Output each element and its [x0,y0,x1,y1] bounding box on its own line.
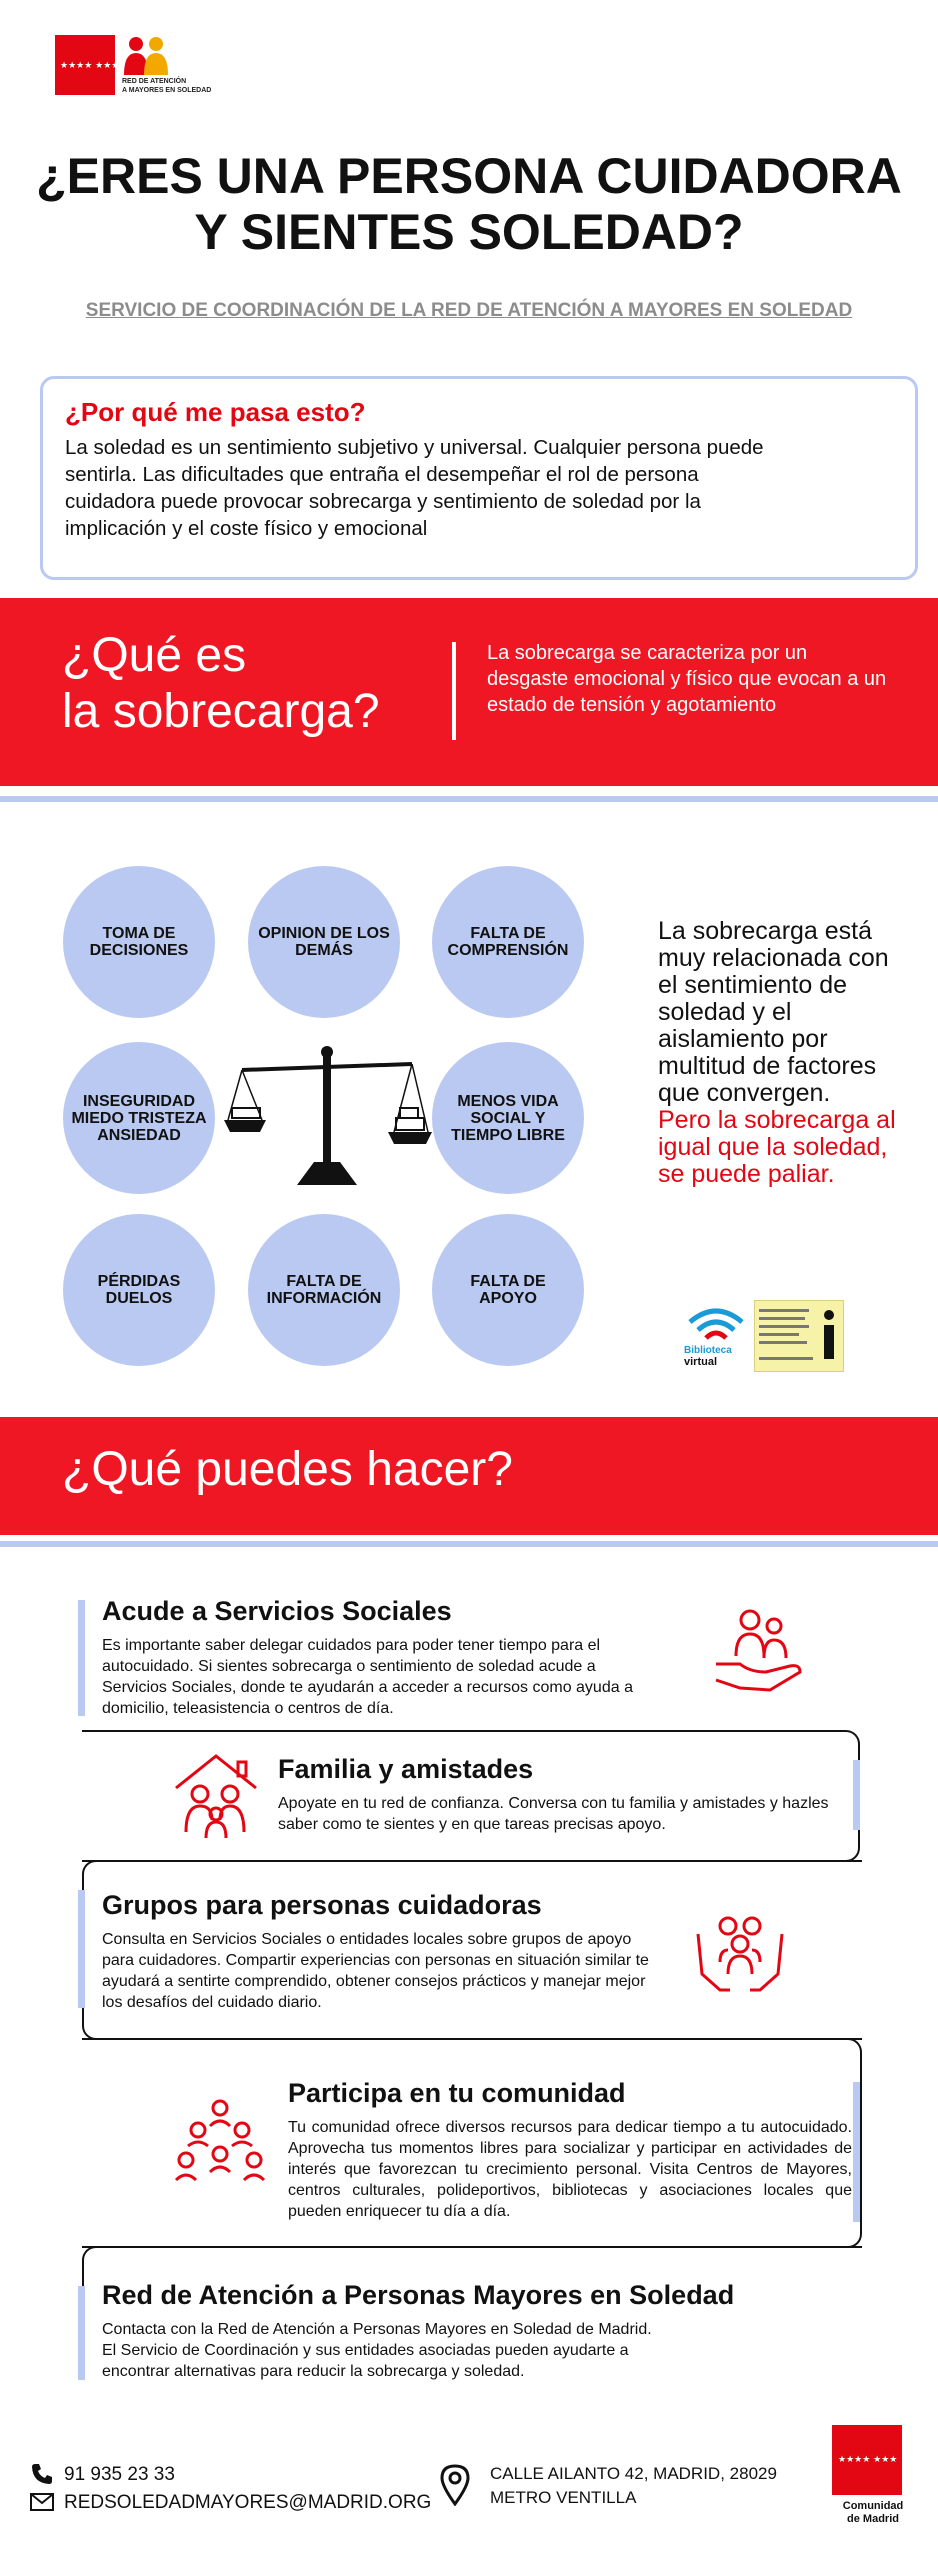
footer-logo-line1: Comunidad [842,2500,904,2512]
card-title: Familia y amistades [278,1754,534,1784]
bib-label-2: virtual [684,1356,718,1368]
card-accent-bar [853,2082,860,2222]
logo-text-line1: RED DE ATENCIÓN [122,78,187,85]
community-network-icon [170,2096,270,2196]
footer-address: CALLE AILANTO 42, MADRID, 28029 [490,2464,777,2483]
card-title: Acude a Servicios Sociales [102,1596,452,1626]
card-title: Red de Atención a Personas Mayores en Soledad [102,2280,735,2310]
factor-circle: MENOS VIDA SOCIAL Y TIEMPO LIBRE [432,1042,584,1194]
card-grupos [102,1890,662,2013]
bib-label-1: Biblioteca [684,1345,732,1356]
factor-circle: INSEGURIDAD MIEDO TRISTEZA ANSIEDAD [63,1042,215,1194]
wifi-icon [684,1300,748,1340]
sobrecarga-question [62,628,442,740]
card-text: Consulta en Servicios Sociales o entidades locales sobre grupos de apoyo para cuidadores. Compartir experiencias con personas en situación similar te ayudará a sentirte comprendido, obtener consejos prácticos y manejar mejor los desafíos del cuidado diario. [102,1931,649,2011]
sobrecarga-question-line1: ¿Qué es [62,629,247,682]
email-icon [30,2492,54,2512]
group-hands-icon [690,1904,790,2004]
card-comunidad [288,2078,852,2222]
caregiving-hand-icon [710,1600,810,1700]
sobrecarga-side-text [658,918,908,1188]
card-red-atencion [102,2280,822,2382]
card-accent-bar [78,1890,85,2008]
factor-circle: TOMA DE DECISIONES [63,866,215,1018]
factor-circle: FALTA DE INFORMACIÓN [248,1214,400,1366]
biblioteca-virtual-logo [684,1300,748,1372]
side-text-red: Pero la sobrecarga al igual que la soledad, se puede paliar. [658,1106,896,1188]
phone-icon [30,2462,54,2486]
footer-logo-line2: de Madrid [847,2513,899,2525]
factor-circle: OPINION DE LOS DEMÁS [248,866,400,1018]
logo-stars: ★★★★ ★★★ [60,61,120,71]
title-line1: ¿ERES UNA PERSONA CUIDADORA [36,148,902,204]
card-text: Apoyate en tu red de confianza. Conversa con tu familia y amistades y hazles saber como te sientes y en que tareas precisas apoyo. [278,1795,829,1833]
card-accent-bar [78,2286,85,2380]
footer-phone[interactable]: 91 935 23 33 [64,2464,175,2485]
vertical-divider [452,642,456,740]
balance-scale-icon [222,1040,432,1190]
comunidad-madrid-footer-logo [832,2425,902,2495]
footer-logo-stars: ★★★★ ★★★ [838,2455,898,2465]
why-text: La soledad es un sentimiento subjetivo y universal. Cualquier persona puede sentirla. Las dificultades que entraña el desempeñar el rol de persona cuidadora puede provocar sobrecarga y sentimiento de soledad por la implicación y el coste físico y emocional [65,436,764,540]
card-familia [278,1754,838,1835]
card-servicios-sociales [102,1596,662,1719]
info-icon [755,1301,845,1373]
comunidad-madrid-footer-text [828,2500,918,2526]
section-divider [0,1541,938,1547]
location-pin-icon [440,2464,470,2506]
red-atencion-logo [120,35,180,75]
card-text: Tu comunidad ofrece diversos recursos para dedicar tiempo a tu autocuidado. Aprovecha tus momentos libres para socializar y participar en actividades de interés que favorezcan tu crecimiento personal. Visita Centros de Mayores, centros culturales, polideportivos, bibliotecas y asociaciones locales que pueden enriquecer tu día a día. [288,2119,852,2220]
sobrecarga-question-line2: la sobrecarga? [62,685,380,738]
sobrecarga-definition: La sobrecarga se caracteriza por un desgaste emocional y físico que evocan a un estado de tensión y agotamiento [487,642,887,716]
card-text: Contacta con la Red de Atención a Personas Mayores en Soledad de Madrid. El Servicio de Coordinación y sus entidades asociadas pueden ayudarte a encontrar alternativas para reducir la sobrecarga y soledad. [102,2321,652,2380]
red-atencion-logo-text [122,77,262,95]
page-title [20,148,918,260]
card-title: Participa en tu comunidad [288,2078,626,2108]
section-divider [0,796,938,802]
why-title: ¿Por qué me pasa esto? [65,397,366,427]
factor-circle: FALTA DE COMPRENSIÓN [432,866,584,1018]
footer-email[interactable]: REDSOLEDADMAYORES@MADRID.ORG [64,2492,432,2513]
family-house-icon [166,1748,266,1848]
hacer-question: ¿Qué puedes hacer? [62,1443,513,1496]
why-box [40,376,918,580]
card-text: Es importante saber delegar cuidados para poder tener tiempo para el autocuidado. Si sientes sobrecarga o sentimiento de soledad acude a Servicios Sociales, donde te ayudarán a acceder a recursos como ayuda a domicilio, teleasistencia o centros de día. [102,1637,633,1717]
card-accent-bar [853,1760,860,1830]
logo-text-line2: A MAYORES EN SOLEDAD [122,87,212,94]
factor-circle: FALTA DE APOYO [432,1214,584,1366]
card-accent-bar [78,1600,85,1716]
comunidad-madrid-logo [55,35,120,95]
info-sign [754,1300,844,1372]
card-title: Grupos para personas cuidadoras [102,1890,542,1920]
page-subtitle: SERVICIO DE COORDINACIÓN DE LA RED DE ATENCIÓN A MAYORES EN SOLEDAD [85,300,853,321]
factor-circle: PÉRDIDAS DUELOS [63,1214,215,1366]
footer-metro: METRO VENTILLA [490,2488,637,2507]
title-line2: Y SIENTES SOLEDAD? [194,204,744,260]
side-text-black: La sobrecarga está muy relacionada con el sentimiento de soledad y el aislamiento por multitud de factores que convergen. [658,917,889,1107]
